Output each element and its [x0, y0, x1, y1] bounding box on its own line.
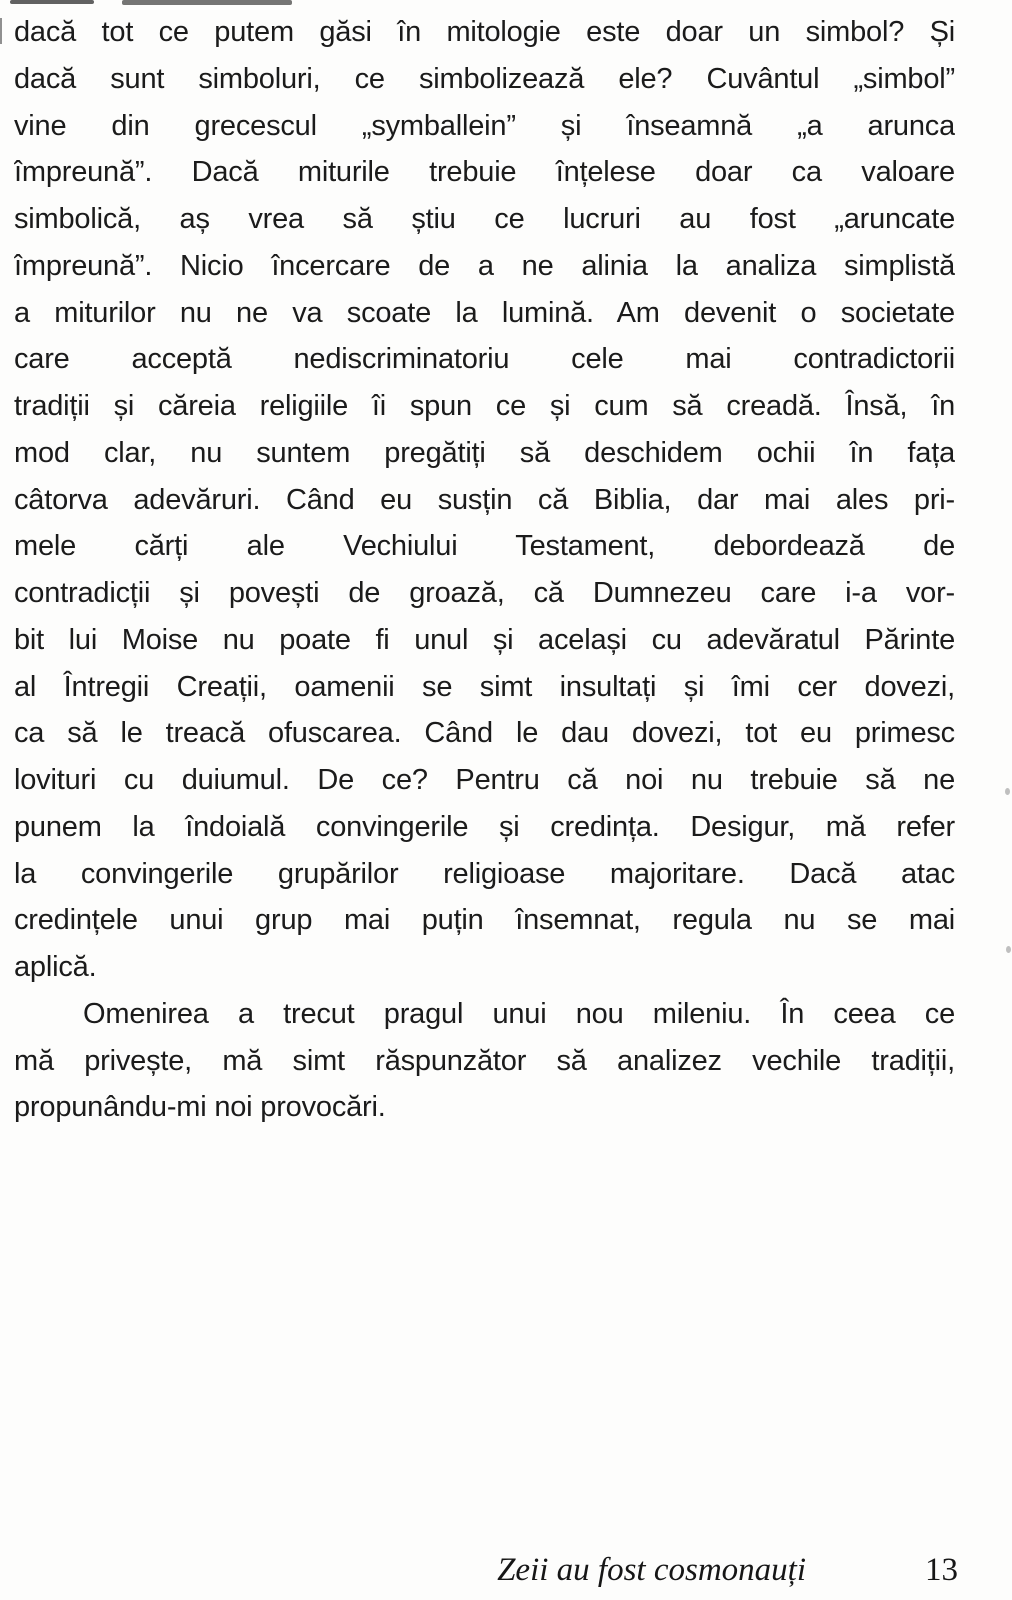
text-line: împreună”. Nicio încercare de a ne alinia la analiza simplistă: [14, 249, 955, 282]
text-line: contradicții și povești de groază, că Dumnezeu care i-a vor-: [14, 577, 955, 609]
scan-artifact-top: [10, 0, 94, 4]
text-line: Omenirea a trecut pragul unui nou mileniu. În ceea ce: [83, 997, 955, 1030]
text-line: mă privește, mă simt răspunzător să analizez vechile tradiții,: [14, 1044, 955, 1077]
text-line: bit lui Moise nu poate fi unul și același cu adevăratul Părinte: [14, 623, 955, 656]
text-line: care acceptă nediscriminatoriu cele mai contradictorii: [14, 343, 955, 376]
text-line: punem la îndoială convingerile și credința. Desigur, mă refer: [14, 810, 955, 843]
text-line: vine din grecescul „symballein” și înseamnă „a arunca: [14, 109, 955, 142]
text-line: credințele unui grup mai puțin însemnat, regula nu se mai: [14, 904, 955, 937]
text-line: al Întregii Creații, oamenii se simt insultați și îmi cer dovezi,: [14, 670, 955, 703]
scan-artifact-left-edge: [0, 18, 2, 44]
scan-speck: [1005, 788, 1010, 795]
text-line: dacă sunt simboluri, ce simbolizează ele? Cuvântul „simbol”: [14, 62, 955, 95]
text-line: ca să le treacă ofuscarea. Când le dau dovezi, tot eu primesc: [14, 717, 955, 750]
text-line: împreună”. Dacă miturile trebuie înțelese doar ca valoare: [14, 156, 955, 189]
scan-speck: [1006, 946, 1011, 953]
text-line: dacă tot ce putem găsi în mitologie este doar un simbol? Și: [14, 16, 955, 48]
text-line: mod clar, nu suntem pregătiți să deschidem ochii în fața: [14, 436, 955, 469]
text-line: propunându-mi noi provocări.: [14, 1091, 386, 1124]
text-line: la convingerile grupărilor religioase majoritare. Dacă atac: [14, 857, 955, 890]
text-line: aplică.: [14, 951, 97, 983]
page-footer: [14, 1552, 958, 1589]
page-body-text: [14, 9, 955, 1131]
text-line: tradiții și căreia religiile îi spun ce și cum să creadă. Însă, în: [14, 390, 955, 422]
text-line: a miturilor nu ne va scoate la lumină. Am devenit o societate: [14, 296, 955, 329]
text-line: simbolică, aș vrea să știu ce lucruri au fost „aruncate: [14, 203, 955, 235]
scan-artifact-top: [122, 0, 292, 5]
text-line: câtorva adevăruri. Când eu susțin că Biblia, dar mai ales pri-: [14, 483, 955, 516]
text-line: mele cărți ale Vechiului Testament, debordează de: [14, 530, 955, 563]
page-number: 13: [925, 1552, 958, 1588]
running-footer-title: Zeii au fost cosmonauți: [497, 1552, 806, 1588]
text-line: lovituri cu duiumul. De ce? Pentru că noi nu trebuie să ne: [14, 764, 955, 796]
